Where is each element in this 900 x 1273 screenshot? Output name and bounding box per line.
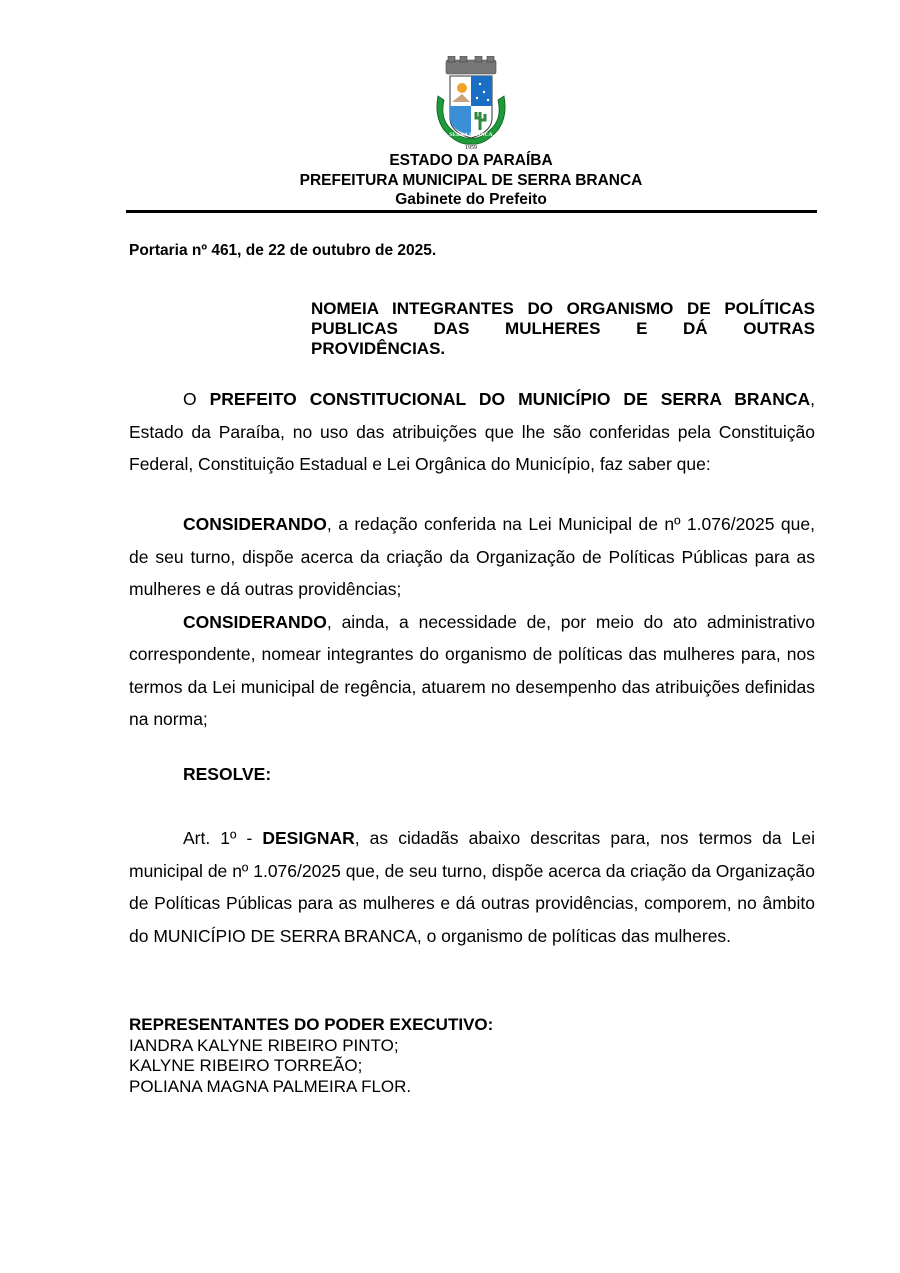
preamble [129, 383, 815, 481]
considerando-label: CONSIDERANDO [183, 611, 327, 632]
svg-text:SERRA BRANCA: SERRA BRANCA [449, 132, 493, 138]
representatives-list [129, 1015, 493, 1097]
ementa-line: PROVIDÊNCIAS. [311, 339, 446, 358]
representative: KALYNE RIBEIRO TORREÃO; [129, 1056, 363, 1075]
representatives-heading: REPRESENTANTES DO PODER EXECUTIVO: [129, 1015, 494, 1034]
considerations [129, 508, 815, 736]
ementa-line: PUBLICAS DAS MULHERES E DÁ OUTRAS [311, 319, 815, 338]
municipal-coat-of-arms [432, 56, 510, 150]
resolve-heading: RESOLVE: [183, 764, 272, 784]
prefecture-name: PREFEITURA MUNICIPAL DE SERRA BRANCA [299, 171, 643, 189]
svg-text:1959: 1959 [465, 145, 477, 150]
article-1 [129, 822, 815, 952]
resolve-section [129, 758, 815, 791]
preamble-lead: O [183, 389, 210, 409]
article-text: , as cidadãs abaixo descritas para, nos termos da Lei municipal de nº 1.076/2025 que, de seu turno, dispõe acerca da criação da Organização de Políticas Públicas para as mulheres e dá outras providências, comporem, no âmbito do MUNICÍPIO DE SERRA BRANCA, o organismo de políticas das mulheres. [129, 828, 815, 946]
representative: POLIANA MAGNA PALMEIRA FLOR. [129, 1076, 412, 1096]
considerando-text: , a redação conferida na Lei Municipal de nº 1.076/2025 que, de seu turno, dispõe acerca da criação da Organização de Políticas Públicas para as mulheres e dá outras providências; [129, 514, 815, 599]
document-title: Portaria nº 461, de 22 de outubro de 2025. [129, 242, 437, 259]
header-divider [126, 210, 817, 213]
considerando-label: CONSIDERANDO [183, 514, 327, 534]
office-name: Gabinete do Prefeito [395, 191, 547, 208]
article-number: Art. 1º - [183, 828, 263, 848]
preamble-authority: PREFEITO CONSTITUCIONAL DO MUNICÍPIO DE SERRA BRANCA [209, 389, 811, 409]
ementa [311, 299, 815, 359]
considerando-text: , ainda, a necessidade de, por meio do ato administrativo correspondente, nomear integrantes do organismo de políticas das mulheres para, nos termos da Lei municipal de regência, atuarem no desempenho das atribuições definidas na norma; [129, 611, 815, 729]
representative: IANDRA KALYNE RIBEIRO PINTO; [129, 1035, 399, 1055]
letterhead [0, 151, 900, 210]
ementa-line: NOMEIA INTEGRANTES DO ORGANISMO DE POLÍTICAS [311, 299, 815, 318]
article-verb: DESIGNAR [262, 828, 355, 848]
state-name: ESTADO DA PARAÍBA [389, 152, 553, 169]
preamble-text: , Estado da Paraíba, no uso das atribuições que lhe são conferidas pela Constituição Federal, Constituição Estadual e Lei Orgânica do Município, faz saber que: [129, 389, 815, 474]
